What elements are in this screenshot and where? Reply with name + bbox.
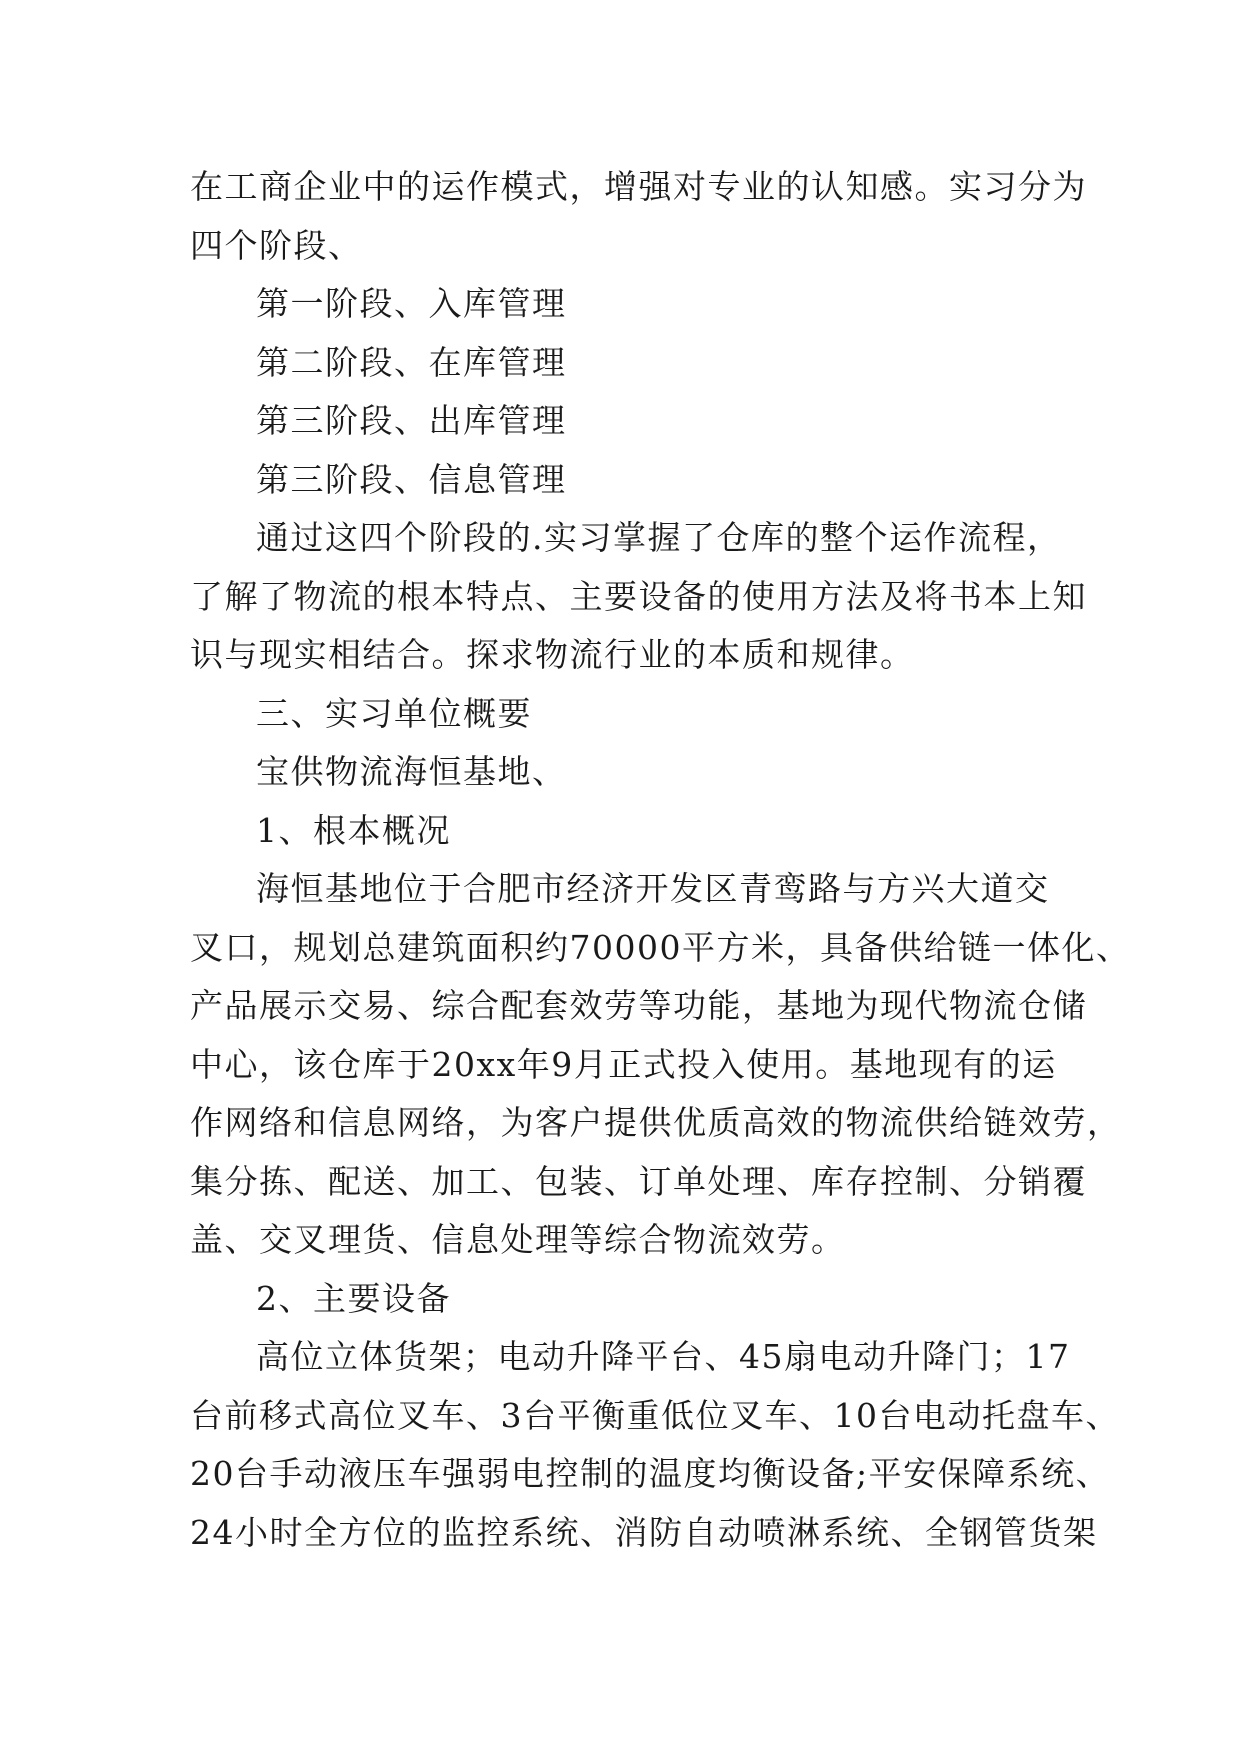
text-line: 第三阶段、出库管理 [256,401,567,440]
text-line: 中心，该仓库于20xx年9月正式投入使用。基地现有的运 [190,1044,1057,1084]
text-line: 四个阶段、 [190,225,363,265]
text-line: 20台手动液压车强弱电控制的温度均衡设备;平安保障系统、 [190,1454,1111,1493]
section-heading: 三、实习单位概要 [256,693,532,733]
text-line: 第二阶段、在库管理 [256,342,567,382]
text-line: 了解了物流的根本特点、主要设备的使用方法及将书本上知 [190,576,1087,616]
text-line: 24小时全方位的监控系统、消防自动喷淋系统、全钢管货架 [190,1512,1098,1552]
text-line: 第三阶段、信息管理 [256,459,567,499]
text-line: 高位立体货架；电动升降平台、45扇电动升降门；17 [256,1337,1071,1376]
subsection-heading: 1、根本概况 [256,810,451,850]
text-line: 宝供物流海恒基地、 [256,752,567,791]
text-line: 在工商企业中的运作模式，增强对专业的认知感。实习分为 [190,167,1087,206]
subsection-heading: 2、主要设备 [256,1278,451,1318]
text-line: 第一阶段、入库管理 [256,284,567,323]
text-line: 海恒基地位于合肥市经济开发区青鸾路与方兴大道交 [256,869,1050,908]
text-line: 叉口，规划总建筑面积约70000平方米，具备供给链一体化、 [190,927,1131,967]
text-line: 盖、交叉理货、信息处理等综合物流效劳。 [190,1220,846,1259]
text-line: 通过这四个阶段的.实习掌握了仓库的整个运作流程， [256,518,1062,557]
text-line: 识与现实相结合。探求物流行业的本质和规律。 [190,635,915,674]
document-body [190,158,1131,1562]
text-line: 台前移式高位叉车、3台平衡重低位叉车、10台电动托盘车、 [190,1395,1120,1435]
text-line: 产品展示交易、综合配套效劳等功能，基地为现代物流仓储 [190,986,1087,1025]
text-line: 作网络和信息网络，为客户提供优质高效的物流供给链效劳， [190,1103,1122,1142]
text-line: 集分拣、配送、加工、包装、订单处理、库存控制、分销覆 [190,1161,1087,1201]
